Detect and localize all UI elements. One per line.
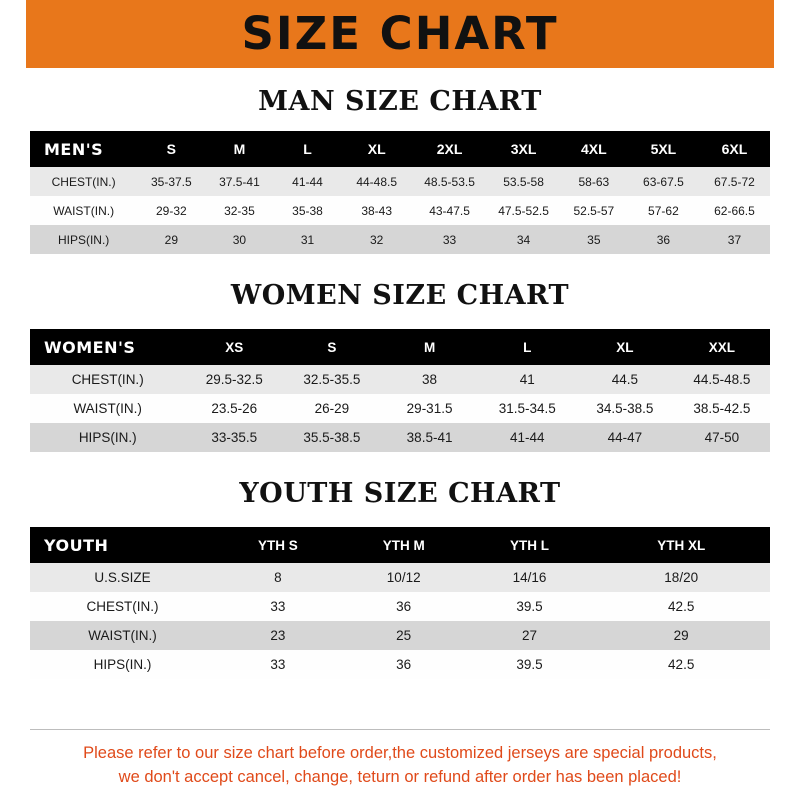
men-cell: 44-48.5 [342,167,412,196]
women-cell: 33-35.5 [185,423,283,452]
women-row-label: HIPS(IN.) [30,423,185,452]
youth-row-label: HIPS(IN.) [30,650,215,679]
women-cell: 34.5-38.5 [576,394,674,423]
men-cell: 37 [699,225,770,254]
men-cell: 29 [137,225,205,254]
men-cell: 48.5-53.5 [412,167,487,196]
table-row [30,196,770,225]
youth-header-cell: YTH XL [592,527,770,563]
women-cell: 47-50 [674,423,770,452]
men-cell: 30 [205,225,273,254]
men-cell: 57-62 [628,196,699,225]
women-header-cell: XL [576,329,674,365]
order-policy-line-1: Please refer to our size chart before order,the customized jerseys are special products, [83,744,717,763]
table-row [30,621,770,650]
men-header-cell: M [205,131,273,167]
women-section-title: WOMEN SIZE CHART [230,280,570,311]
men-cell: 47.5-52.5 [487,196,560,225]
men-cell: 62-66.5 [699,196,770,225]
men-cell: 29-32 [137,196,205,225]
youth-cell: 39.5 [467,650,593,679]
table-row [30,423,770,452]
women-cell: 26-29 [283,394,381,423]
youth-cell: 29 [592,621,770,650]
youth-size-table [30,527,770,679]
women-cell: 38 [381,365,479,394]
table-row [30,365,770,394]
women-cell: 41-44 [478,423,576,452]
page-title: SIZE CHART [241,6,559,60]
youth-row-label: WAIST(IN.) [30,621,215,650]
men-cell: 33 [412,225,487,254]
youth-cell: 27 [467,621,593,650]
men-cell: 52.5-57 [560,196,628,225]
men-header-cell: MEN'S [30,131,137,167]
youth-cell: 10/12 [341,563,467,592]
youth-cell: 18/20 [592,563,770,592]
women-cell: 32.5-35.5 [283,365,381,394]
chart-content [0,68,800,800]
youth-cell: 39.5 [467,592,593,621]
youth-header-cell: YTH L [467,527,593,563]
women-cell: 23.5-26 [185,394,283,423]
men-cell: 67.5-72 [699,167,770,196]
youth-section-title: YOUTH SIZE CHART [239,478,561,509]
men-cell: 37.5-41 [205,167,273,196]
men-header-cell: S [137,131,205,167]
women-row-label: CHEST(IN.) [30,365,185,394]
men-header-cell: 2XL [412,131,487,167]
order-policy-note [30,729,770,800]
women-cell: 35.5-38.5 [283,423,381,452]
youth-cell: 36 [341,592,467,621]
men-cell: 41-44 [273,167,341,196]
women-header-cell: S [283,329,381,365]
youth-cell: 33 [215,650,341,679]
youth-cell: 42.5 [592,592,770,621]
women-cell: 44.5 [576,365,674,394]
youth-cell: 8 [215,563,341,592]
men-cell: 32-35 [205,196,273,225]
women-header-cell: WOMEN'S [30,329,185,365]
men-cell: 43-47.5 [412,196,487,225]
men-cell: 58-63 [560,167,628,196]
men-row-label: WAIST(IN.) [30,196,137,225]
men-table-header-row [30,131,770,167]
men-row-label: HIPS(IN.) [30,225,137,254]
men-cell: 34 [487,225,560,254]
women-cell: 29-31.5 [381,394,479,423]
women-cell: 44-47 [576,423,674,452]
men-header-cell: 5XL [628,131,699,167]
table-row [30,563,770,592]
men-header-cell: L [273,131,341,167]
women-cell: 41 [478,365,576,394]
man-section-title: MAN SIZE CHART [258,86,542,117]
table-row [30,592,770,621]
women-cell: 31.5-34.5 [478,394,576,423]
youth-header-cell: YOUTH [30,527,215,563]
women-cell: 29.5-32.5 [185,365,283,394]
women-cell: 38.5-41 [381,423,479,452]
youth-header-cell: YTH M [341,527,467,563]
youth-header-cell: YTH S [215,527,341,563]
men-cell: 35-37.5 [137,167,205,196]
men-header-cell: XL [342,131,412,167]
youth-cell: 33 [215,592,341,621]
order-policy-line-2: we don't accept cancel, change, teturn or refund after order has been placed! [118,768,682,787]
women-size-table [30,329,770,452]
women-header-cell: L [478,329,576,365]
women-cell: 44.5-48.5 [674,365,770,394]
youth-cell: 36 [341,650,467,679]
women-table-header-row [30,329,770,365]
women-header-cell: XS [185,329,283,365]
men-cell: 35-38 [273,196,341,225]
men-cell: 53.5-58 [487,167,560,196]
men-header-cell: 6XL [699,131,770,167]
women-header-cell: M [381,329,479,365]
table-row [30,394,770,423]
youth-row-label: CHEST(IN.) [30,592,215,621]
youth-cell: 14/16 [467,563,593,592]
men-cell: 63-67.5 [628,167,699,196]
women-row-label: WAIST(IN.) [30,394,185,423]
men-cell: 38-43 [342,196,412,225]
youth-cell: 42.5 [592,650,770,679]
header-banner [0,0,800,68]
women-header-cell: XXL [674,329,770,365]
youth-row-label: U.S.SIZE [30,563,215,592]
men-size-table [30,131,770,254]
table-row [30,167,770,196]
men-cell: 31 [273,225,341,254]
men-row-label: CHEST(IN.) [30,167,137,196]
women-cell: 38.5-42.5 [674,394,770,423]
men-header-cell: 3XL [487,131,560,167]
youth-table-header-row [30,527,770,563]
men-cell: 32 [342,225,412,254]
youth-cell: 25 [341,621,467,650]
men-header-cell: 4XL [560,131,628,167]
table-row [30,225,770,254]
youth-cell: 23 [215,621,341,650]
men-cell: 36 [628,225,699,254]
men-cell: 35 [560,225,628,254]
table-row [30,650,770,679]
